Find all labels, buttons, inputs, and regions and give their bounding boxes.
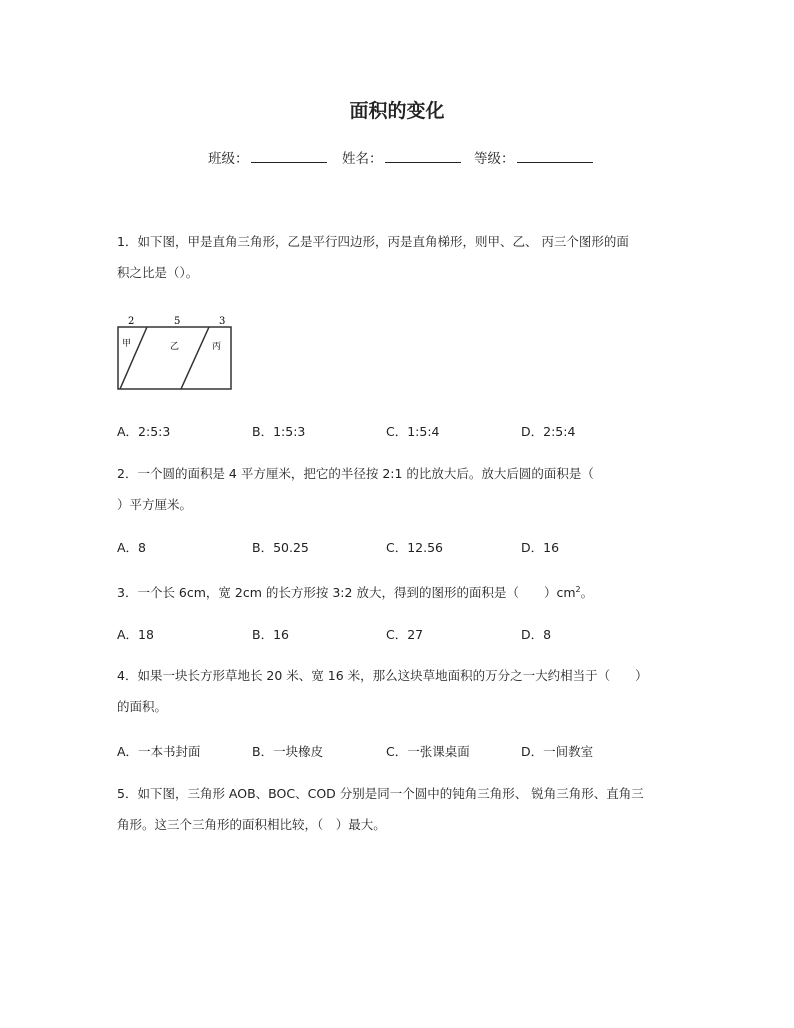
question-1-figure [112,312,237,394]
class-blank[interactable] [251,148,327,163]
question-3-option-d[interactable]: D．8 [521,627,552,642]
question-3-superscript: 2 [575,585,581,594]
figure-rectangle [118,327,231,389]
name-field [342,147,461,167]
question-2-line-2: ）平方厘米。 [117,497,193,512]
question-3-line-1 [117,574,593,608]
figure-region-yi: 乙 [170,342,180,352]
name-blank[interactable] [385,148,461,163]
figure-divider-1 [120,327,147,389]
question-2-option-a[interactable]: A．8 [117,540,147,555]
question-2-option-b[interactable]: B．50.25 [252,540,309,555]
question-2-option-c[interactable]: C．12.56 [386,540,444,555]
question-3-option-c[interactable]: C．27 [386,627,424,642]
question-3-end: 。 [580,585,594,601]
question-1-option-a[interactable]: A．2:5:3 [117,424,171,439]
figure-region-bing: 丙 [212,342,222,352]
page-title: 面积的变化 [349,100,445,122]
grade-label: 等级： [474,151,515,167]
question-1-line-1: 1．如下图，甲是直角三角形，乙是平行四边形，丙是直角梯形，则甲、乙、 丙三个图形的面 [117,234,629,249]
question-3-option-a[interactable]: A．18 [117,627,154,642]
question-3-text: 3．一个长 6cm，宽 2cm 的长方形按 3:2 放大，得到的图形的面积是（ ）cm [117,585,576,601]
grade-field [474,147,593,167]
grade-blank[interactable] [517,148,593,163]
figure-divider-2 [181,327,209,389]
question-3-option-b[interactable]: B．16 [252,627,289,642]
question-3 [117,574,593,608]
figure-top-label-1: 2 [128,316,135,327]
question-1-option-c[interactable]: C．1:5:4 [386,424,440,439]
question-5 [117,778,644,840]
figure-top-label-3: 3 [219,316,226,327]
figure-region-jia: 甲 [122,339,132,349]
question-4-option-d[interactable]: D．一间教室 [521,744,594,759]
question-4 [117,660,648,722]
question-4-option-a[interactable]: A．一本书封面 [117,744,201,759]
question-2 [117,458,594,520]
class-field [208,147,327,167]
question-2-option-d[interactable]: D．16 [521,540,560,555]
question-4-line-2: 的面积。 [117,699,168,714]
question-1 [117,226,629,288]
question-4-option-b[interactable]: B．一块橡皮 [252,744,324,759]
question-1-option-b[interactable]: B．1:5:3 [252,424,306,439]
question-4-option-c[interactable]: C．一张课桌面 [386,744,470,759]
figure-top-label-2: 5 [174,316,181,327]
question-4-line-1: 4．如果一块长方形草地长 20 米、宽 16 米，那么这块草地面积的万分之一大约相当于（ ） [117,668,648,683]
question-1-option-d[interactable]: D．2:5:4 [521,424,576,439]
question-2-line-1: 2．一个圆的面积是 4 平方厘米，把它的半径按 2:1 的比放大后。放大后圆的面积是（ [117,466,594,481]
question-1-line-2: 积之比是（）。 [117,265,199,280]
name-label: 姓名： [342,151,383,167]
class-label: 班级： [208,151,249,167]
question-5-line-1: 5．如下图，三角形 AOB、BOC、COD 分别是同一个圆中的钝角三角形、 锐角三角形、直角三 [117,786,644,801]
question-5-line-2: 角形。这三个三角形的面积相比较，（ ）最大。 [117,817,386,832]
